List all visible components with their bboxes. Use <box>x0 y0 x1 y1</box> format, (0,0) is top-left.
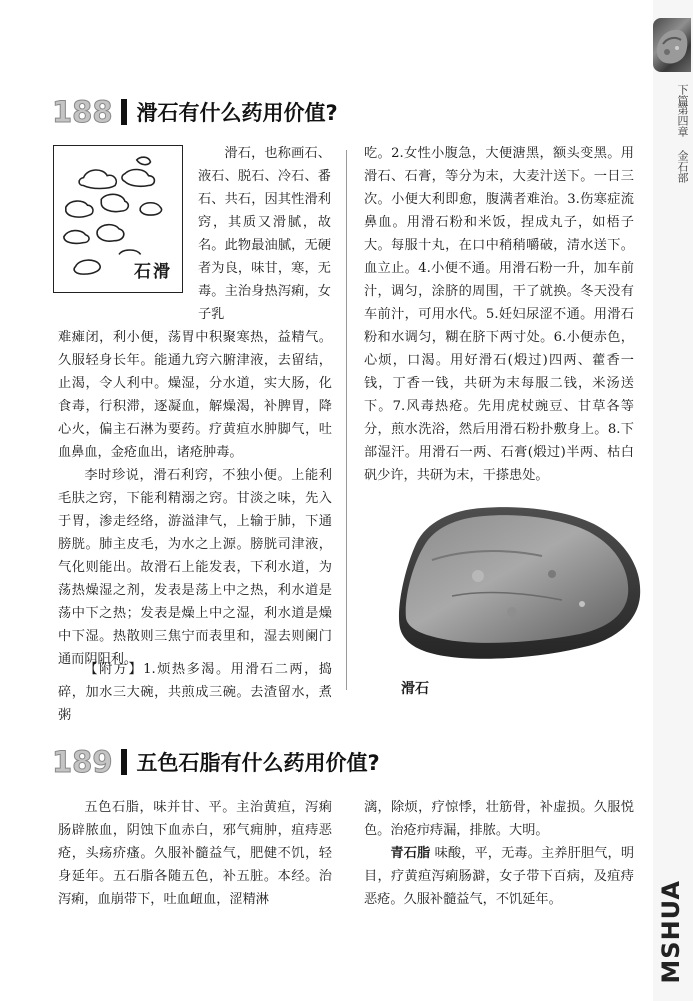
sidebar-section: 金石部 <box>676 150 689 183</box>
article-189-left-text: 五色石脂，味并甘、平。主治黄疸，泻痢肠辟脓血，阴蚀下血赤白，邪气痈肿，疽痔恶疮，头疡疥瘙。久服补髓益气，肥健不饥，轻身延年。五石脂各随五色，补五脏。本经。治泻痢，血崩带下，吐血衄血，涩精淋 <box>58 800 332 907</box>
article-title: 滑石有什么药用价值? <box>136 101 338 125</box>
talc-photo <box>392 500 647 665</box>
sidebar-volume: 下篇 <box>676 84 689 106</box>
article-189-heading <box>52 742 380 782</box>
article-189-qingshizhi <box>364 842 634 911</box>
qingshizhi-text: 味酸，平，无毒。主养肝胆气，明目，疗黄疸泻痢肠澼，女子带下百病，及疽痔恶疮。久服补髓益气，不饥延年。 <box>364 846 635 907</box>
term-qingshizhi: 青石脂 <box>390 846 431 861</box>
sidebar-chapter: 第四章 <box>676 104 689 137</box>
heading-bar <box>121 99 127 125</box>
watermark: MSHUA <box>657 880 685 984</box>
article-number: 189 <box>52 745 113 779</box>
heading-bar <box>121 749 127 775</box>
article-189-right-text: 漓，除烦，疗惊悸，壮筋骨，补虚损。久服悦色。治疮疖痔漏，排脓。大明。 <box>364 800 634 838</box>
talc-stone-icon <box>392 500 647 665</box>
article-188-prescriptions: 【附方】1.烦热多渴。用滑石二两，捣碎，加水三大碗，共煎成三碗。去渣留水，煮粥 <box>58 662 332 723</box>
article-number: 188 <box>52 95 113 129</box>
article-188-para-1: 难瘫闭，利小便，荡胃中积聚寒热，益精气。久服轻身长年。能通九窍六腑津液，去留结，止渴，令人利中。燥湿，分水道，实大肠，化食毒，行积滞，逐凝血，解燥渴，补脾胃，降心火，偏主石淋为要药。疗黄疸水肿脚气，吐血鼻血，金疮血出，诸疮肿毒。 <box>58 330 332 460</box>
article-188-prescriptions-continued: 吃。2.女性小腹急，大便溏黑，额头变黑。用滑石、石膏，等分为末，大麦汁送下。一日三次。小便大利即愈，腹满者难治。3.伤寒症流鼻血。用滑石粉和米饭，捏成丸子，如梧子大。每服十丸，在口中稍稍嚼破，清水送下。血立止。4.小便不通。用滑石粉一升，加车前汁，调匀，涂脐的周围，干了就换。冬天没有车前汁，可用水代。5.妊妇尿涩不通。用滑石粉和水调匀，糊在脐下两寸处。6.小便赤色，心烦，口渴。用好滑石(煅过)四两、藿香一钱，丁香一钱，共研为末每服二钱，米汤送下。7.风毒热疮。先用虎杖豌豆、甘草各等分，煎水洗浴，然后用滑石粉扑敷身上。8.下部湿汗。用滑石一两、石膏(煅过)半两、枯白矾少许，共研为末，干搽患处。 <box>364 146 634 483</box>
article-188-intro: 滑石，也称画石、液石、脱石、冷石、番石、共石，因其性滑利窍，其质又滑腻，故名。此物最油腻，无硬者为良，味甘，寒，无毒。主治身热泻痢，女子乳 <box>198 146 331 322</box>
mineral-thumbnail-icon <box>653 18 691 72</box>
article-188-para-2: 李时珍说，滑石利窍，不独小便。上能利毛肤之窍，下能利精溺之窍。甘淡之味，先入于胃，渗走经络，游溢津气，上输于肺，下通膀胱。肺主皮毛，为水之上源。膀胱司津液，气化则能出。故滑石上能发表，下利水道，为荡热燥湿之剂，发表是荡上中之热，利水道是荡中下之热；发表是燥上中之湿，利水道是燥中下湿。热散则三焦宁而表里和，湿去则阑门通而阴阳利。 <box>58 468 332 667</box>
photo-caption: 滑石 <box>401 681 429 697</box>
article-title: 五色石脂有什么药用价值? <box>136 751 380 775</box>
column-divider <box>346 150 347 690</box>
article-188-heading <box>52 92 338 132</box>
talc-illustration <box>53 145 183 293</box>
figure-label: 石滑 <box>132 257 174 282</box>
